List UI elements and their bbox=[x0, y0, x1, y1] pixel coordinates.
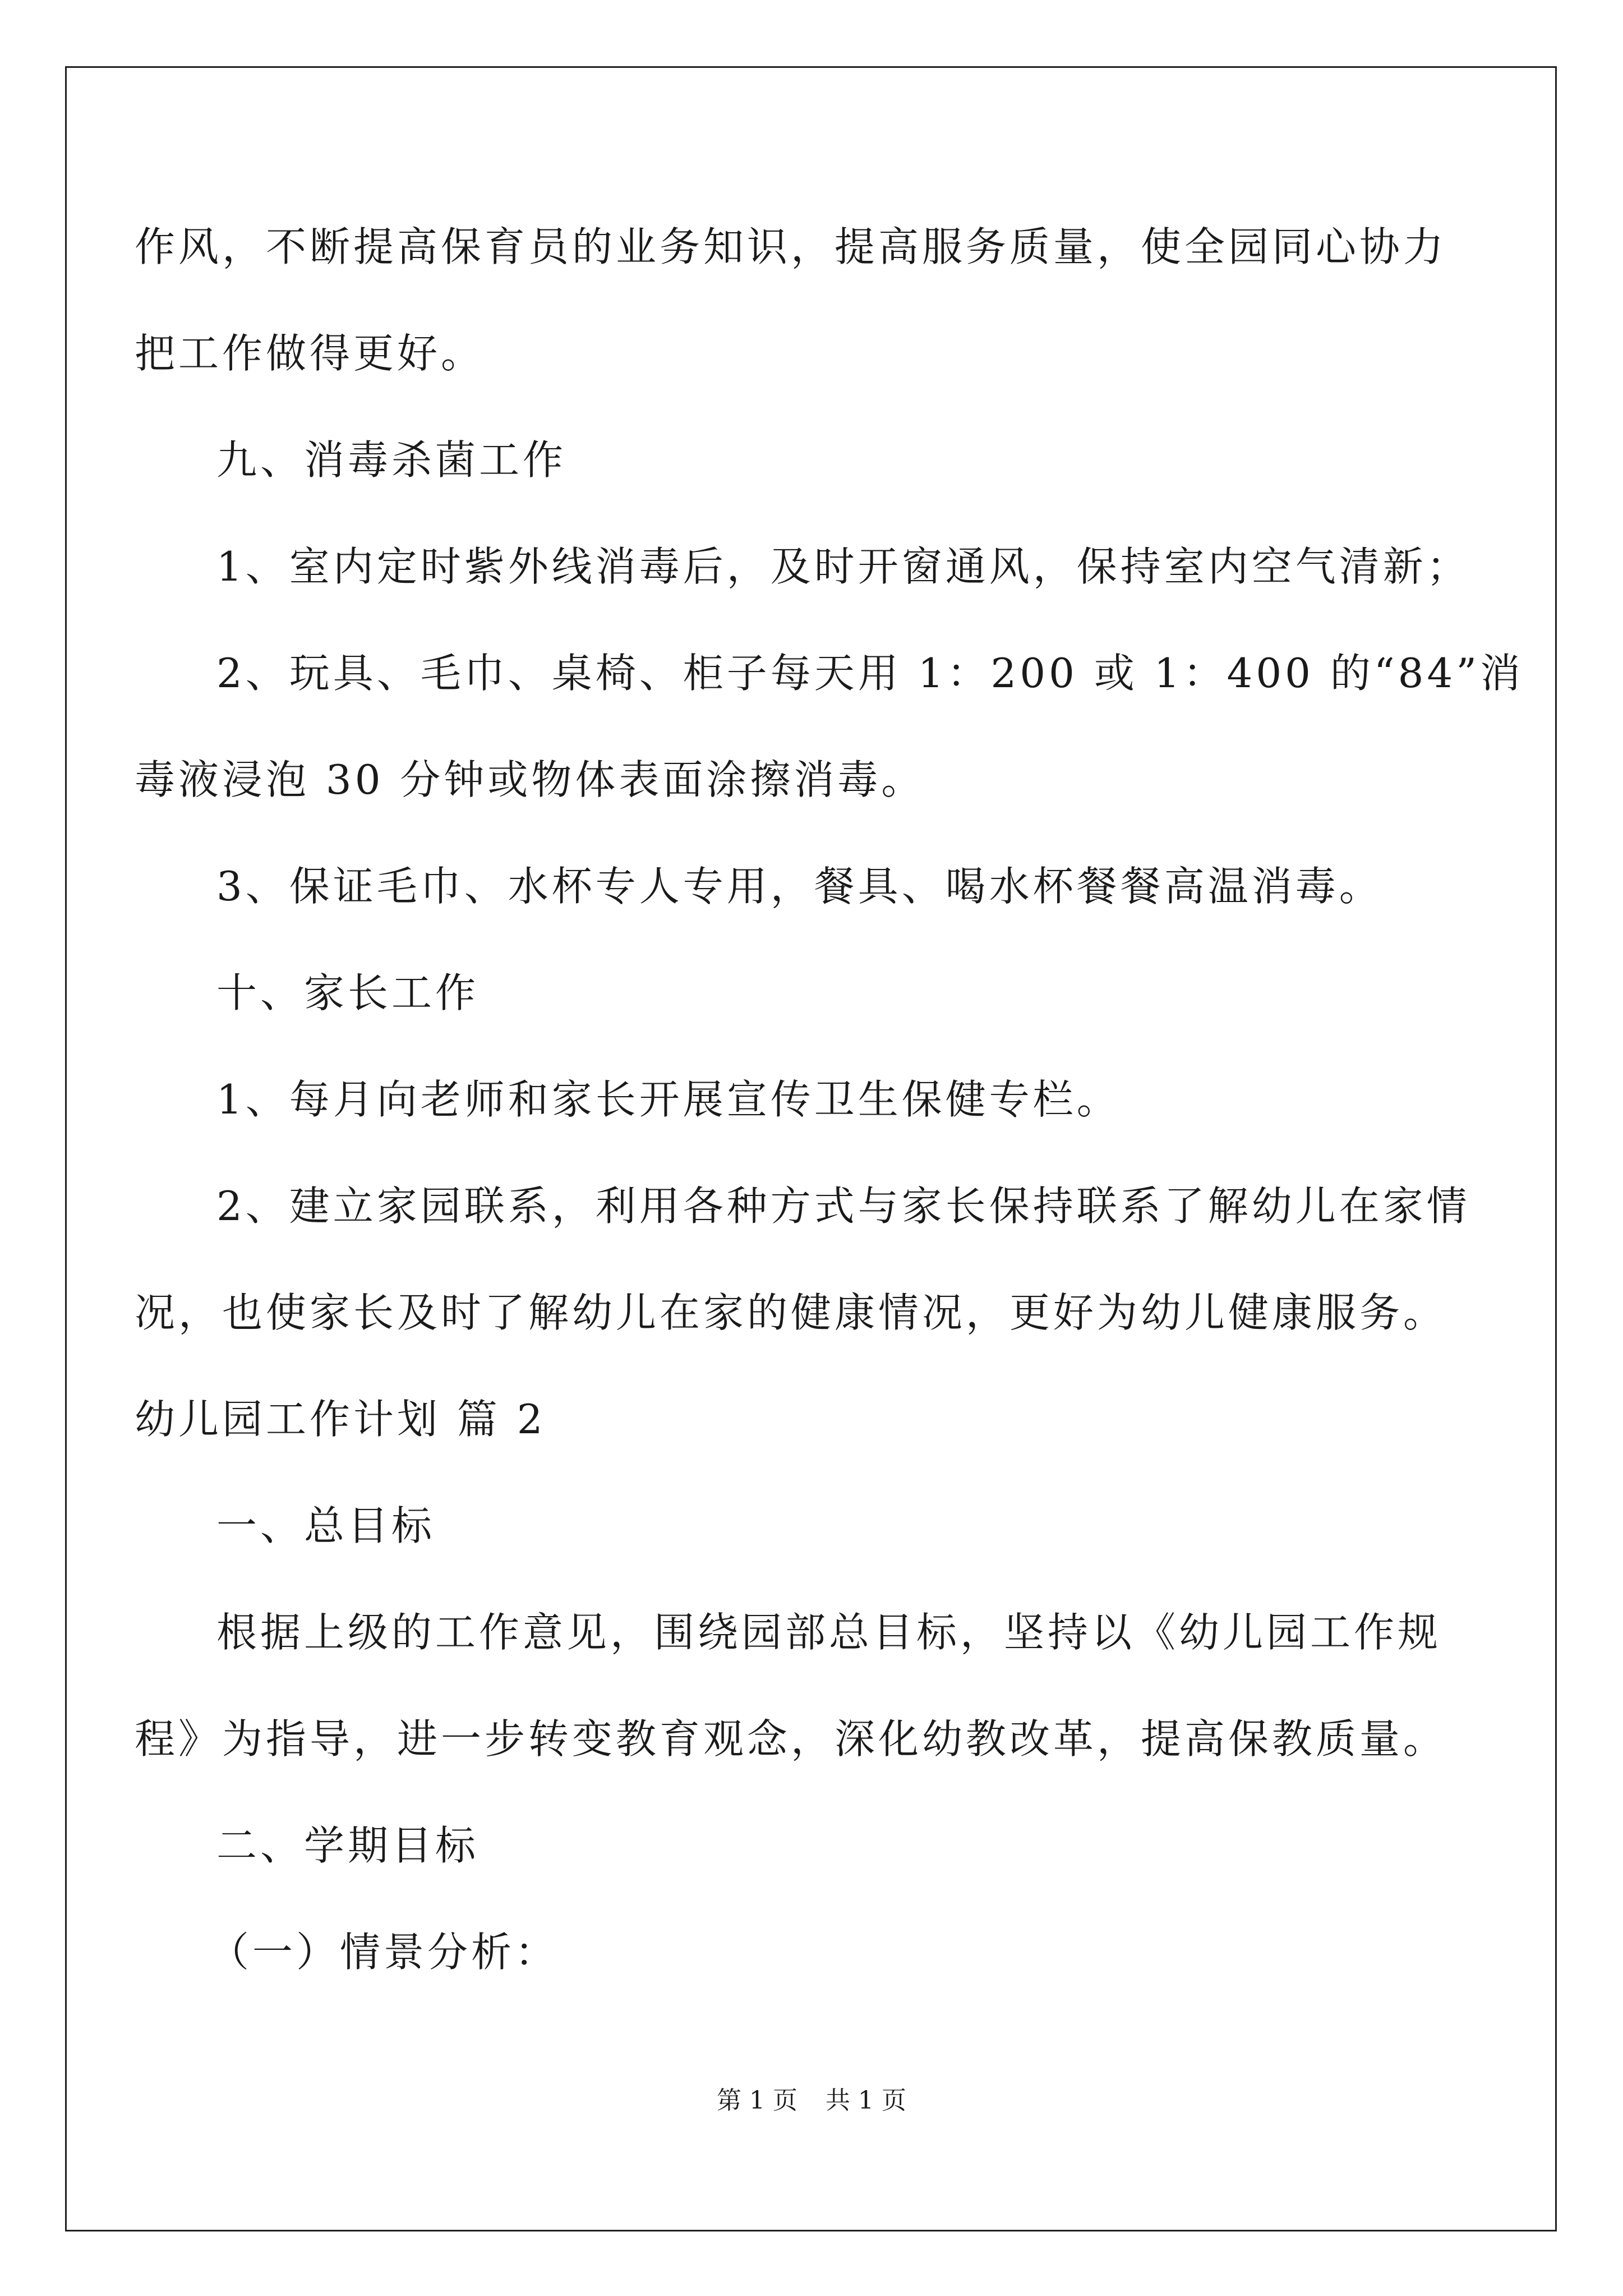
section-heading: 十、家长工作 bbox=[216, 969, 479, 1016]
text-line: 2、玩具、毛巾、桌椅、柜子每天用 1：200 或 1：400 的“84”消 bbox=[216, 650, 1524, 697]
section-heading: 九、消毒杀菌工作 bbox=[216, 436, 567, 484]
page-number: 第 1 页 bbox=[717, 2086, 797, 2115]
section-heading: 一、总目标 bbox=[216, 1502, 436, 1549]
text-line: 把工作做得更好。 bbox=[135, 330, 485, 377]
text-line: 作风，不断提高保育员的业务知识，提高服务质量，使全园同心协力 bbox=[135, 223, 1447, 270]
text-line: 3、保证毛巾、水杯专人专用，餐具、喝水杯餐餐高温消毒。 bbox=[216, 863, 1383, 910]
text-line: 毒液浸泡 30 分钟或物体表面涂擦消毒。 bbox=[135, 756, 925, 803]
text-line: 1、每月向老师和家长开展宣传卫生保健专栏。 bbox=[216, 1076, 1121, 1123]
subsection-heading: （一）情景分析： bbox=[209, 1929, 559, 1976]
text-line: 根据上级的工作意见，围绕园部总目标，坚持以《幼儿园工作规 bbox=[216, 1609, 1442, 1656]
text-line: 1、室内定时紫外线消毒后，及时开窗通风，保持室内空气清新； bbox=[216, 543, 1470, 590]
section-heading: 二、学期目标 bbox=[216, 1822, 479, 1869]
page-border bbox=[65, 66, 1557, 2231]
text-line: 况，也使家长及时了解幼儿在家的健康情况，更好为幼儿健康服务。 bbox=[135, 1289, 1447, 1336]
page-total: 共 1 页 bbox=[826, 2086, 906, 2115]
document-title: 幼儿园工作计划 篇 2 bbox=[135, 1396, 546, 1443]
text-line: 2、建立家园联系，利用各种方式与家长保持联系了解幼儿在家情 bbox=[216, 1182, 1470, 1230]
text-line: 程》为指导，进一步转变教育观念，深化幼教改革，提高保教质量。 bbox=[135, 1715, 1447, 1763]
page-footer bbox=[0, 2084, 1623, 2118]
